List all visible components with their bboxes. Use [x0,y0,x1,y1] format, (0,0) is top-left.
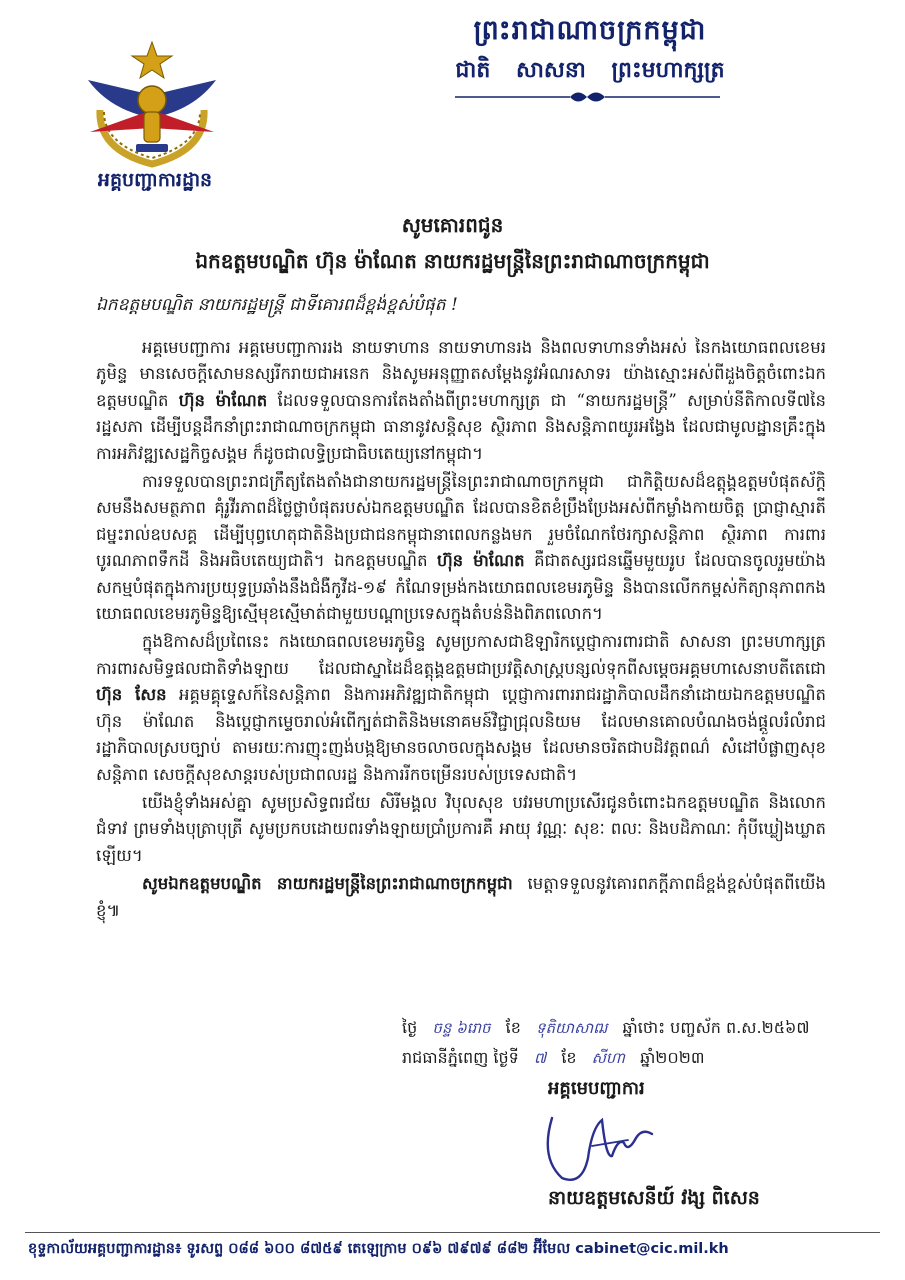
date-label: ខែ [561,1048,577,1067]
lunar-date-line [402,1013,862,1043]
letter-body [96,335,826,926]
paragraph-text: មេត្តាទទួលនូវគោរពភក្តីភាពដ៏ខ្ពង់ខ្ពស់បំផុតពីយើងខ្ញុំ៕ [96,874,826,920]
solar-year: ឆ្នាំ២០២៣ [640,1048,705,1067]
handwritten-lunar-day: ចន្ទ ៦រោច [432,1019,491,1037]
paragraph-text: យើងខ្ញុំទាំងអស់គ្នា សូមប្រសិទ្ធពរជ័យ សិរីមង្គល វិបុលសុខ បវរមហាប្រសើរជូនចំពោះឯកឧត្តមបណ្ឌិត និងលោកជំទាវ ព្រមទាំងបុត្រាបុត្រី សូមប្រកបដោយពរទាំងឡាយប្រាំប្រការគឺ អាយុ វណ្ណៈ សុខៈ ពលៈ និងបដិភាណៈ កុំបីឃ្លៀងឃ្លាតឡើយ។ [96,792,826,865]
paragraph-text: អគ្គមេបញ្ជាការ អគ្គមេបញ្ជាការរង នាយទាហាន នាយទាហានរង និងពលទាហានទាំងអស់ នៃកងយោធពលខេមរភូមិន្ទ មានសេចក្តីសោមនស្សរីករាយជាអនេក និងសូមអនុញ្ញាតសម្តែងនូវអំណរសាទរ យ៉ាងស្មោះអស់ពីដួងចិត្តចំពោះឯកឧត្តមបណ្ឌិត [96,338,826,410]
footer-contact-text: ខុទ្ទកាល័យអគ្គបញ្ជាការដ្ឋាន៖ ទូរសព្ទ ០៨៨ ៦០០ ៨៧៥៩ តេឡេក្រាម ០៩៦ ៧៩៧៩ ៨៨២ អ៊ីមែល [28,1241,571,1257]
lunar-year: ឆ្នាំថោះ បញ្ចស័ក ព.ស.២៥៦៧ [622,1018,810,1037]
solar-date-line [402,1043,862,1073]
paragraph-text: សូម [142,874,169,894]
signer-name: នាយឧត្តមសេនីយ៍ វង្ស ពិសេន [548,1187,760,1209]
date-label: ថ្ងៃ [402,1018,418,1037]
recipient-heading: ឯកឧត្តមបណ្ឌិត ហ៊ុន ម៉ាណែត នាយករដ្ឋមន្ត្រីនៃព្រះរាជាណាចក្រកម្ពុជា [195,249,710,273]
greeting-line: ឯកឧត្តមបណ្ឌិត នាយករដ្ឋមន្ត្រី ជាទីគោរពដ៏ខ្ពង់ខ្ពស់បំផុត ! [96,295,458,315]
paragraph-4 [96,790,826,869]
place-label: រាជធានីភ្នំពេញ ថ្ងៃទី [402,1048,519,1067]
footer-email-link[interactable]: cabinet@cic.mil.kh [575,1241,729,1257]
highlighted-name: ហ៊ុន សែន [96,685,167,705]
ornament-divider [450,88,725,106]
footer-divider [25,1232,880,1233]
organization-name: អគ្គបញ្ជាការដ្ឋាន [97,169,213,191]
handwritten-month: សីហា [591,1049,625,1067]
paragraph-text: គឺជាតស្សរជនឆ្នើមមួយរូប ដែលបានចូលរួមយ៉ាងសកម្មបំផុតក្នុងការប្រយុទ្ធប្រឆាំងនឹងជំងឺកូវីដ-១៩ កំណែទម្រង់កងយោធពលខេមរភូមិន្ទ និងបានលើកកម្ពស់កិត្យានុភាពកងយោធពលខេមរភូមិន្ទឱ្យស្មើមុខស្មើមាត់ជាមួយបណ្តាប្រទេសក្នុងតំបន់និងពិភពលោក។ [96,551,826,624]
salutation-heading: សូមគោរពជូន [401,213,504,237]
paragraph-5 [96,871,826,924]
paragraph-text: អគ្គមគ្គុទ្ទេសក៍នៃសន្តិភាព និងការអភិវឌ្ឍជាតិកម្ពុជា ប្តេជ្ញាការពាររាជរដ្ឋាភិបាលដឹកនាំដោយឯកឧត្តមបណ្ឌិត ហ៊ុន ម៉ាណែត និងប្តេជ្ញាកម្ទេចរាល់អំពើក្បត់ជាតិនិងមនោគមន៍វិជ្ជាជ្រុលនិយម ដែលមានគោលបំណងចង់ផ្តួលរំលំរាជរដ្ឋាភិបាលស្របច្បាប់ តាមរយៈការញុះញង់បង្កឱ្យមានចលាចលក្នុងសង្គម ដែលមានចរិតជាបដិវត្តពណ៌ សំដៅបំផ្លាញសុខសន្តិភាព សេចក្តីសុខសាន្តរបស់ប្រជាពលរដ្ឋ និងការរីកចម្រើនរបស់ប្រទេសជាតិ។ [96,685,826,784]
handwritten-signature [532,1098,712,1188]
date-label: ខែ [505,1018,521,1037]
signer-title: អគ្គមេបញ្ជាការ [548,1078,645,1099]
highlighted-name: ហ៊ុន ម៉ាណែត [178,390,268,410]
paragraph-1 [96,335,826,467]
footer-contact [28,1240,880,1261]
paragraph-text: ការទទួលបានព្រះរាជក្រឹត្យតែងតាំងជានាយករដ្ឋមន្ត្រីនៃព្រះរាជាណាចក្រកម្ពុជា ជាកិត្តិយសដ៏ឧត្តុង្គឧត្តមបំផុតស័ក្តិសមនឹងសមត្ថភាព គុំរូវីរភាពដ៏ថ្លៃថ្លាបំផុតរបស់ឯកឧត្តមបណ្ឌិត ដែលបានខិតខំប្រឹងប្រែងអស់ពីកម្លាំងកាយចិត្ត ប្រាជ្ញាស្មារតី ជម្នះរាល់ឧបសគ្គ ដើម្បីបុព្វហេតុជាតិនិងប្រជាជនកម្ពុជានាពេលកន្លងមក រួមចំណែកថែរក្សាសន្តិភាព ស្ថិរភាព ការពារបូរណភាពទឹកដី និងអធិបតេយ្យជាតិ។ ឯកឧត្តមបណ្ឌិត [96,472,826,571]
kingdom-title: ព្រះរាជាណាចក្រកម្ពុជា [473,15,707,46]
national-motto: ជាតិ សាសនា ព្រះមហាក្សត្រ [455,58,725,83]
handwritten-day: ៧ [533,1049,547,1067]
rcaf-emblem-logo [80,40,225,172]
paragraph-text: ក្នុងឱកាសដ៏ប្រពៃនេះ កងយោធពលខេមរភូមិន្ទ សូមប្រកាសជាឱឡារិកប្តេជ្ញាការពារជាតិ សាសនា ព្រះមហាក្សត្រ ការពារសមិទ្ធផលជាតិទាំងឡាយ ដែលជាស្នាដៃដ៏ឧត្តុង្គឧត្តមជាប្រវត្តិសាស្ត្របន្សល់ទុកពីសម្តេចអគ្គមហាសេនាបតីតេជោ [96,632,826,678]
paragraph-3 [96,629,826,787]
handwritten-lunar-month: ទុតិយាសាឍ [536,1019,608,1037]
highlighted-name: ឯកឧត្តមបណ្ឌិត នាយករដ្ឋមន្ត្រីនៃព្រះរាជាណាចក្រកម្ពុជា [168,874,513,894]
date-block [402,1013,862,1073]
highlighted-name: ហ៊ុន ម៉ាណែត [436,551,525,571]
paragraph-2 [96,469,826,627]
paragraph-text: ដែលទទួលបានការតែងតាំងពីព្រះមហាក្សត្រ ជា “នាយករដ្ឋមន្ត្រី” សម្រាប់នីតិកាលទី៧នៃរដ្ឋសភា ដើម្បីបន្តដឹកនាំព្រះរាជាណាចក្រកម្ពុជា ធានានូវសន្តិសុខ ស្ថិរភាព និងសន្តិភាពយូរអង្វែង ដែលជាមូលដ្ឋានគ្រឹះក្នុងការអភិវឌ្ឍសេដ្ឋកិច្ចសង្គម ក៏ដូចជាលទ្ធិប្រជាធិបតេយ្យនៅកម្ពុជា។ [96,390,826,463]
